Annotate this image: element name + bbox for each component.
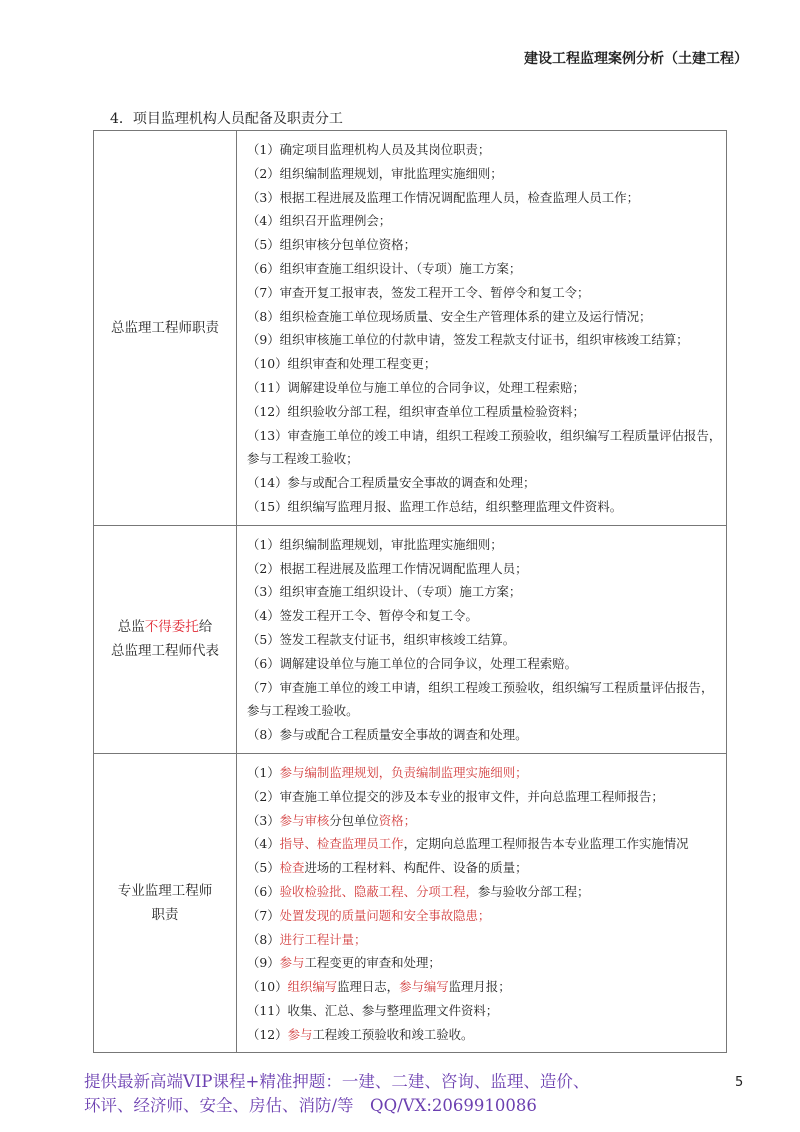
duty-text: （4）签发工程开工令、暂停令和复工令。 bbox=[247, 608, 478, 624]
duty-text: 验收检验批、隐蔽工程、分项工程， bbox=[279, 883, 478, 899]
duty-item bbox=[247, 471, 722, 495]
duty-row bbox=[94, 525, 727, 753]
duty-item bbox=[247, 1023, 722, 1047]
duty-text: 分包单位 bbox=[329, 812, 379, 828]
duty-text: 检查 bbox=[279, 860, 305, 876]
duty-text: （13）审查施工单位的竣工申请，组织工程竣工预验收，组织编写工程质量评估报告，参与工程竣工验收； bbox=[247, 427, 722, 467]
duty-item bbox=[247, 999, 722, 1023]
role-line bbox=[94, 879, 236, 903]
duty-item bbox=[247, 328, 722, 352]
duty-item bbox=[247, 809, 722, 833]
duty-text: （11）调解建设单位与施工单位的合同争议，处理工程索赔； bbox=[247, 379, 585, 395]
duty-item bbox=[247, 305, 722, 329]
duty-text: 监理月报； bbox=[448, 979, 511, 995]
duty-text: （12）组织验收分部工程，组织审查单位工程质量检验资料； bbox=[247, 403, 585, 419]
duty-text: （2）根据工程进展及监理工作情况调配监理人员； bbox=[247, 560, 528, 576]
duty-text: （12） bbox=[247, 1026, 288, 1042]
duty-text: 指导、检查监理员工作 bbox=[279, 836, 404, 852]
duty-text: ，定期向总监理工程师报告本专业监理工作实施情况 bbox=[403, 836, 689, 852]
duty-text: （2）组织编制监理规划，审批监理实施细则； bbox=[247, 165, 503, 181]
duty-text: （3） bbox=[247, 812, 280, 828]
duty-item bbox=[247, 652, 722, 676]
duty-text: 参与编制监理规划，负责编制监理实施细则； bbox=[279, 764, 528, 780]
duty-text: （8） bbox=[247, 931, 280, 947]
duty-text: （5）签发工程款支付证书，组织审核竣工结算。 bbox=[247, 631, 516, 647]
duty-item bbox=[247, 761, 722, 785]
duty-text: （8）参与或配合工程质量安全事故的调查和处理。 bbox=[247, 727, 528, 743]
role-line bbox=[94, 903, 236, 927]
page-header: 建设工程监理案例分析（土建工程） bbox=[524, 51, 748, 67]
duty-text: （15）组织编写监理月报、监理工作总结，组织整理监理文件资料。 bbox=[247, 498, 623, 514]
duty-item bbox=[247, 376, 722, 400]
duty-item bbox=[247, 928, 722, 952]
duty-text: 进场的工程材料、构配件、设备的质量； bbox=[304, 860, 528, 876]
duty-item bbox=[247, 495, 722, 519]
duty-text: （2）审查施工单位提交的涉及本专业的报审文件，并向总监理工程师报告； bbox=[247, 788, 664, 804]
duty-text: 工程竣工预验收和竣工验收。 bbox=[312, 1026, 474, 1042]
role-text: 职责 bbox=[151, 907, 179, 924]
duty-item bbox=[247, 233, 722, 257]
role-text: 给 bbox=[198, 619, 213, 636]
duty-list bbox=[237, 525, 727, 753]
duty-table bbox=[93, 130, 727, 1053]
duty-item bbox=[247, 580, 722, 604]
duty-text: （5） bbox=[247, 860, 280, 876]
duty-text: 参与验收分部工程； bbox=[477, 883, 590, 899]
duty-text: 参与编写 bbox=[399, 979, 449, 995]
role-text: 总监理工程师代表 bbox=[111, 643, 219, 660]
duty-text: （7）审查施工单位的竣工申请，组织工程竣工预验收，组织编写工程质量评估报告，参与工程竣工验收。 bbox=[247, 679, 714, 719]
duty-text: （1） bbox=[247, 764, 280, 780]
duty-item bbox=[247, 951, 722, 975]
duty-text: （6） bbox=[247, 883, 280, 899]
duty-item bbox=[247, 723, 722, 747]
role-cell bbox=[94, 753, 237, 1053]
duty-text: 进行工程计量； bbox=[279, 931, 367, 947]
duty-item bbox=[247, 352, 722, 376]
duty-text: （3）组织审查施工组织设计、（专项）施工方案； bbox=[247, 584, 522, 600]
duty-text: （11）收集、汇总、参与整理监理文件资料； bbox=[247, 1002, 499, 1018]
duty-list bbox=[237, 131, 727, 526]
duty-item bbox=[247, 424, 722, 472]
duty-text: （6）调解建设单位与施工单位的合同争议，处理工程索赔。 bbox=[247, 655, 578, 671]
role-cell bbox=[94, 131, 237, 526]
duty-item bbox=[247, 628, 722, 652]
duty-item bbox=[247, 904, 722, 928]
role-text: 不得委托 bbox=[144, 619, 199, 636]
duty-item bbox=[247, 138, 722, 162]
duty-text: 参与审核 bbox=[279, 812, 330, 828]
duty-text: 监理日志， bbox=[337, 979, 400, 995]
role-line bbox=[94, 615, 236, 639]
duty-item bbox=[247, 257, 722, 281]
duty-item bbox=[247, 281, 722, 305]
duty-item bbox=[247, 162, 722, 186]
role-text: 专业监理工程师 bbox=[117, 883, 213, 900]
role-line bbox=[94, 639, 236, 663]
duty-text: 资格； bbox=[378, 812, 416, 828]
duty-text: （8）组织检查施工单位现场质量、安全生产管理体系的建立及运行情况； bbox=[247, 308, 652, 324]
role-text: 总监理工程师职责 bbox=[111, 319, 219, 336]
duty-item bbox=[247, 856, 722, 880]
duty-row bbox=[94, 753, 727, 1053]
footer-line-1: 提供最新高端VIP课程+精准押题：一建、二建、咨询、监理、造价、 bbox=[84, 1072, 590, 1091]
duty-table-body bbox=[94, 131, 727, 1053]
duty-text: （3）根据工程进展及监理工作情况调配监理人员，检查监理人员工作； bbox=[247, 189, 639, 205]
duty-text: （9） bbox=[247, 955, 280, 971]
duty-text: （7） bbox=[247, 907, 280, 923]
duty-text: （9）组织审核施工单位的付款申请，签发工程款支付证书，组织审核竣工结算； bbox=[247, 332, 689, 348]
duty-text: （5）组织审核分包单位资格； bbox=[247, 237, 416, 253]
duty-text: 组织编写 bbox=[287, 979, 338, 995]
duty-text: 参与 bbox=[279, 955, 305, 971]
duty-text: 参与 bbox=[287, 1026, 313, 1042]
duty-item bbox=[247, 832, 722, 856]
role-cell bbox=[94, 525, 237, 753]
duty-item bbox=[247, 880, 722, 904]
duty-item bbox=[247, 604, 722, 628]
duty-text: （4） bbox=[247, 836, 280, 852]
duty-text: （6）组织审查施工组织设计、（专项）施工方案； bbox=[247, 260, 522, 276]
duty-text: （10） bbox=[247, 979, 288, 995]
duty-text: 工程变更的审查和处理； bbox=[304, 955, 441, 971]
role-text: 总监 bbox=[117, 619, 145, 636]
duty-item bbox=[247, 533, 722, 557]
duty-text: （7）审查开复工报审表，签发工程开工令、暂停令和复工令； bbox=[247, 284, 590, 300]
duty-item bbox=[247, 186, 722, 210]
duty-text: （14）参与或配合工程质量安全事故的调查和处理； bbox=[247, 475, 536, 491]
duty-text: 处置发现的质量问题和安全事故隐患； bbox=[279, 907, 491, 923]
duty-text: （1）组织编制监理规划，审批监理实施细则； bbox=[247, 536, 503, 552]
duty-item bbox=[247, 209, 722, 233]
duty-item bbox=[247, 676, 722, 724]
duty-item bbox=[247, 975, 722, 999]
duty-text: （10）组织审查和处理工程变更； bbox=[247, 356, 437, 372]
duty-list bbox=[237, 753, 727, 1053]
page-number: 5 bbox=[735, 1075, 744, 1090]
duty-item bbox=[247, 557, 722, 581]
role-line bbox=[94, 316, 236, 340]
section-title: 4．项目监理机构人员配备及职责分工 bbox=[110, 111, 343, 127]
footer-ad bbox=[84, 1070, 714, 1118]
duty-text: （1）确定项目监理机构人员及其岗位职责； bbox=[247, 142, 491, 157]
duty-item bbox=[247, 785, 722, 809]
duty-item bbox=[247, 400, 722, 424]
duty-text: （4）组织召开监理例会； bbox=[247, 213, 392, 229]
footer-line-2: 环评、经济师、安全、房估、消防/等 QQ/VX:2069910086 bbox=[84, 1096, 537, 1115]
duty-row bbox=[94, 131, 727, 526]
